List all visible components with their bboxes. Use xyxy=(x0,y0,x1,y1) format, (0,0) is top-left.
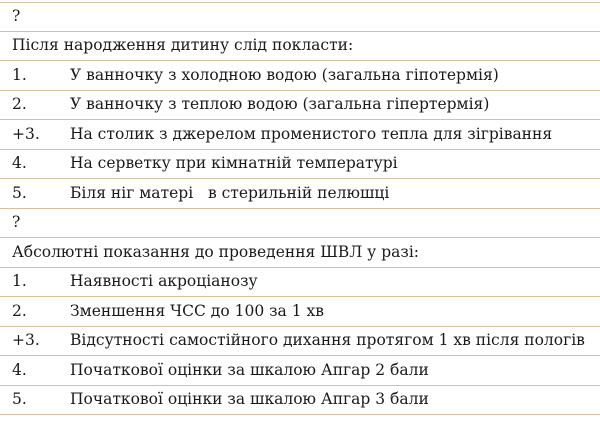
question-2-marker-row xyxy=(0,209,600,239)
option-text: Наявності акроціанозу xyxy=(70,272,258,290)
answer-option-row xyxy=(0,386,600,416)
option-text: На серветку при кімнатній температурі xyxy=(70,154,398,172)
question-1-prompt-row xyxy=(0,32,600,62)
answer-option-row xyxy=(0,356,600,386)
option-number: 4. xyxy=(12,154,27,172)
option-number: +3. xyxy=(12,124,40,143)
answer-option-row xyxy=(0,297,600,327)
option-number: 5. xyxy=(12,183,27,202)
option-text: У ванночку з холодною водою (загальна гіпотермія) xyxy=(70,65,499,84)
question-2-prompt-row xyxy=(0,238,600,268)
question-marker: ? xyxy=(12,213,21,231)
option-number: 2. xyxy=(12,95,27,113)
option-text: Зменшення ЧСС до 100 за 1 хв xyxy=(70,301,324,320)
option-text: У ванночку з теплою водою (загальна гіпертермія) xyxy=(70,95,490,113)
answer-option-row xyxy=(0,268,600,298)
answer-option-row xyxy=(0,91,600,121)
question-prompt: Після народження дитину слід покласти: xyxy=(12,36,354,54)
option-number: 4. xyxy=(12,360,27,379)
option-text: Біля ніг матері в стерильній пелюшці xyxy=(70,183,390,202)
option-number: 5. xyxy=(12,390,27,408)
question-marker: ? xyxy=(12,7,21,25)
answer-option-row xyxy=(0,61,600,91)
option-number: 2. xyxy=(12,301,27,320)
question-1-marker-row xyxy=(0,2,600,32)
option-number: 1. xyxy=(12,272,27,290)
answer-option-row xyxy=(0,179,600,209)
question-prompt: Абсолютні показання до проведення ШВЛ у разі: xyxy=(12,242,420,261)
answer-option-row-correct xyxy=(0,327,600,357)
option-text: Відсутності самостійного дихання протягом 1 хв після пологів xyxy=(70,331,585,349)
option-text: На столик з джерелом променистого тепла для зігрівання xyxy=(70,124,553,143)
answer-option-row xyxy=(0,150,600,180)
option-text: Початкової оцінки за шкалою Апгар 2 бали xyxy=(70,360,429,379)
answer-option-row-correct xyxy=(0,120,600,150)
option-text: Початкової оцінки за шкалою Апгар 3 бали xyxy=(70,390,429,408)
option-number: 1. xyxy=(12,65,27,84)
option-number: +3. xyxy=(12,331,40,349)
